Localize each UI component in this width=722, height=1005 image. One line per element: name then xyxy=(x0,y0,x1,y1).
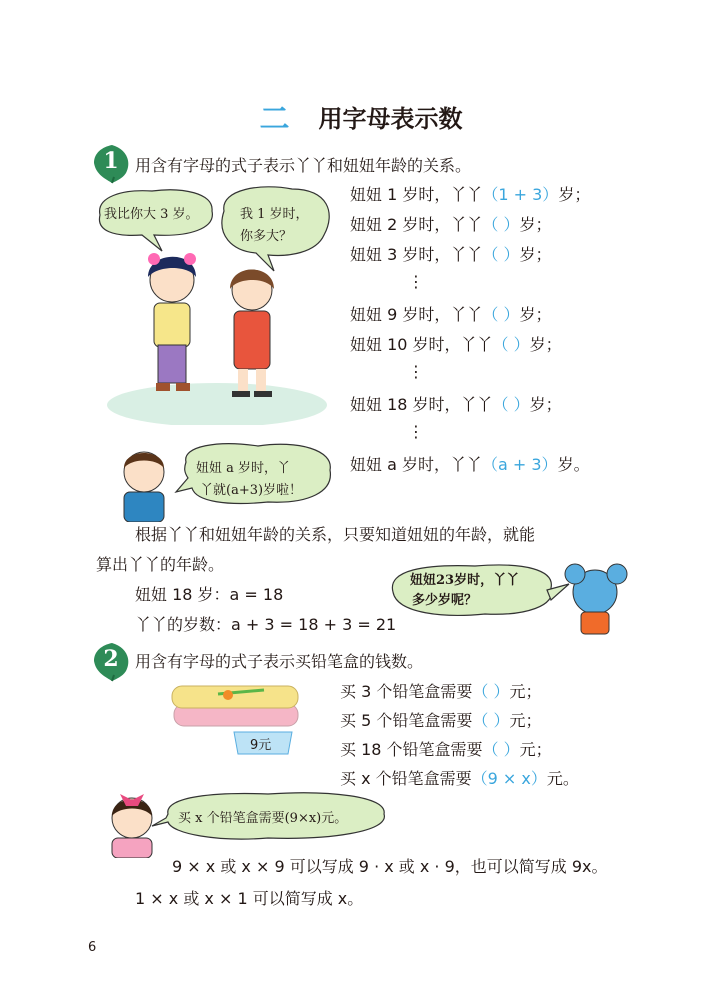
price-tag: 9元 xyxy=(250,738,272,753)
boy-bubble-line2: 丫就(a+3)岁啦！ xyxy=(200,483,303,498)
ex1-row-4: 妞妞 9 岁时，丫丫（ ）岁； xyxy=(350,305,552,324)
girl2-bubble-line1: 我 1 岁时， xyxy=(240,207,309,222)
ex1-eq1: 妞妞 18 岁：a = 18 xyxy=(135,585,284,604)
example-1-prompt: 用含有字母的式子表示丫丫和妞妞年龄的关系。 xyxy=(135,156,472,175)
chapter-title-text: 用字母表示数 xyxy=(318,105,463,133)
example-2-number: 2 xyxy=(103,646,119,672)
ex1-row-3: 妞妞 3 岁时，丫丫（ ）岁； xyxy=(350,245,552,264)
ex1-dots-1: ⋮ xyxy=(408,272,424,291)
example-1-leaf-icon xyxy=(92,143,132,183)
ex1-row-2: 妞妞 2 岁时，丫丫（ ）岁； xyxy=(350,215,552,234)
ex1-paragraph-line1: 根据丫丫和妞妞年龄的关系，只要知道妞妞的年龄，就能 xyxy=(135,525,536,544)
note-line1: 9 × x 或 x × 9 可以写成 9 · x 或 x · 9，也可以简写成 9x。 xyxy=(172,857,608,876)
ex2-row-1: 买 3 个铅笔盒需要（ ）元； xyxy=(340,682,542,701)
ex1-dots-3: ⋮ xyxy=(408,422,424,441)
girl-bubble-text: 买 x 个铅笔盒需要(9×x)元。 xyxy=(178,811,348,826)
note-line2: 1 × x 或 x × 1 可以简写成 x。 xyxy=(135,889,364,908)
ex2-row-4: 买 x 个铅笔盒需要（9 × x）元。 xyxy=(340,769,579,788)
ex1-row-1: 妞妞 1 岁时，丫丫（1 + 3）岁； xyxy=(350,185,591,204)
chapter-number: 二 xyxy=(259,102,290,137)
example-2-leaf-icon xyxy=(92,641,132,681)
mouse-bubble-line1: 妞妞23岁时，丫丫 xyxy=(410,573,520,588)
chapter-title xyxy=(0,94,722,138)
ex1-row-6: 妞妞 18 岁时，丫丫（ ）岁； xyxy=(350,395,562,414)
pencil-box-illustration xyxy=(168,682,308,762)
example-2-prompt: 用含有字母的式子表示买铅笔盒的钱数。 xyxy=(135,652,424,671)
ex1-row-5: 妞妞 10 岁时，丫丫（ ）岁； xyxy=(350,335,562,354)
girl2-bubble-line2: 你多大？ xyxy=(240,229,293,244)
ex2-row-2: 买 5 个铅笔盒需要（ ）元； xyxy=(340,711,542,730)
ex2-row-3: 买 18 个铅笔盒需要（ ）元； xyxy=(340,740,552,759)
girl1-bubble-text: 我比你大 3 岁。 xyxy=(104,207,199,222)
example-1-number: 1 xyxy=(103,148,119,174)
ex1-paragraph-line2: 算出丫丫的年龄。 xyxy=(96,555,225,574)
ex1-row-7: 妞妞 a 岁时，丫丫（a + 3）岁。 xyxy=(350,455,590,474)
mouse-bubble-line2: 多少岁呢？ xyxy=(412,593,478,608)
ex1-eq2: 丫丫的岁数：a + 3 = 18 + 3 = 21 xyxy=(135,615,397,634)
boy-bubble-line1: 妞妞 a 岁时，丫 xyxy=(196,461,291,476)
ex1-dots-2: ⋮ xyxy=(408,362,424,381)
page-number: 6 xyxy=(88,940,97,955)
